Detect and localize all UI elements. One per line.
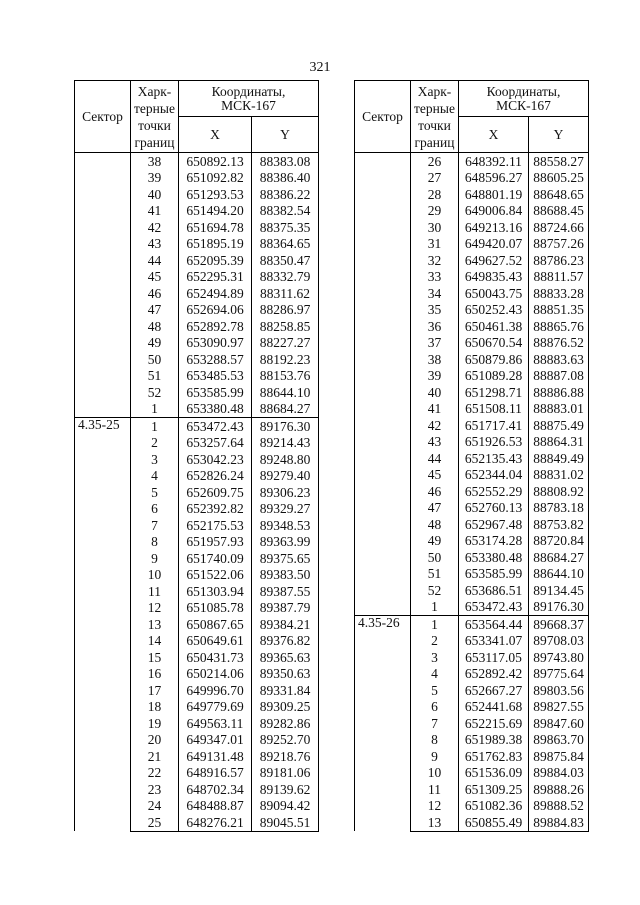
point-cell: 41 xyxy=(131,203,179,220)
y-cell: 88644.10 xyxy=(529,566,589,583)
x-cell: 651082.36 xyxy=(459,798,529,815)
y-cell: 88227.27 xyxy=(252,335,319,352)
x-cell: 649563.11 xyxy=(179,715,252,732)
point-cell: 7 xyxy=(411,715,459,732)
point-cell: 19 xyxy=(131,715,179,732)
y-cell: 88382.54 xyxy=(252,203,319,220)
x-cell: 649347.01 xyxy=(179,732,252,749)
x-cell: 651293.53 xyxy=(179,186,252,203)
x-cell: 651926.53 xyxy=(459,434,529,451)
x-cell: 649627.52 xyxy=(459,252,529,269)
coords-header-line: Координаты, xyxy=(486,84,561,99)
y-cell: 89375.65 xyxy=(252,550,319,567)
x-cell: 652175.53 xyxy=(179,517,252,534)
point-cell: 29 xyxy=(411,203,459,220)
x-cell: 651303.94 xyxy=(179,583,252,600)
x-cell: 651309.25 xyxy=(459,781,529,798)
y-cell: 89387.55 xyxy=(252,583,319,600)
x-cell: 652295.31 xyxy=(179,269,252,286)
y-cell: 88332.79 xyxy=(252,269,319,286)
point-cell: 11 xyxy=(411,781,459,798)
y-cell: 88644.10 xyxy=(252,384,319,401)
point-cell: 45 xyxy=(411,467,459,484)
point-cell: 46 xyxy=(131,285,179,302)
x-cell: 652892.78 xyxy=(179,318,252,335)
y-cell: 89387.79 xyxy=(252,600,319,617)
table-row xyxy=(75,418,319,435)
y-cell: 89279.40 xyxy=(252,468,319,485)
y-cell: 88153.76 xyxy=(252,368,319,385)
point-cell: 38 xyxy=(411,351,459,368)
y-cell: 88258.85 xyxy=(252,318,319,335)
char-points-line: терные xyxy=(134,100,175,116)
point-cell: 43 xyxy=(131,236,179,253)
y-cell: 88383.08 xyxy=(252,153,319,170)
y-cell: 89331.84 xyxy=(252,682,319,699)
y-cell: 88720.84 xyxy=(529,533,589,550)
point-cell: 26 xyxy=(411,153,459,170)
x-cell: 650867.65 xyxy=(179,616,252,633)
x-cell: 651522.06 xyxy=(179,567,252,584)
x-cell: 650670.54 xyxy=(459,335,529,352)
x-cell: 649131.48 xyxy=(179,748,252,765)
x-cell: 648276.21 xyxy=(179,814,252,831)
x-cell: 653042.23 xyxy=(179,451,252,468)
x-cell: 653380.48 xyxy=(459,549,529,566)
point-cell: 23 xyxy=(131,781,179,798)
x-cell: 651298.71 xyxy=(459,384,529,401)
y-cell: 89803.56 xyxy=(529,682,589,699)
point-cell: 2 xyxy=(411,633,459,650)
page-number: 321 xyxy=(309,60,331,75)
point-cell: 25 xyxy=(131,814,179,831)
x-cell: 650879.86 xyxy=(459,351,529,368)
y-header: Y xyxy=(252,117,319,153)
coordinates-table-left xyxy=(74,80,319,832)
y-cell: 88786.23 xyxy=(529,252,589,269)
y-cell: 88849.49 xyxy=(529,450,589,467)
y-cell: 88648.65 xyxy=(529,186,589,203)
x-cell: 652215.69 xyxy=(459,715,529,732)
point-cell: 21 xyxy=(131,748,179,765)
x-cell: 652095.39 xyxy=(179,252,252,269)
point-cell: 36 xyxy=(411,318,459,335)
point-cell: 9 xyxy=(411,748,459,765)
point-cell: 39 xyxy=(411,368,459,385)
x-cell: 652760.13 xyxy=(459,500,529,517)
point-cell: 22 xyxy=(131,765,179,782)
y-cell: 88724.66 xyxy=(529,219,589,236)
x-cell: 653564.44 xyxy=(459,616,529,633)
sector-cell: 4.35-26 xyxy=(355,616,411,832)
char-points-line: точки xyxy=(418,117,451,133)
x-cell: 653174.28 xyxy=(459,533,529,550)
point-cell: 50 xyxy=(411,549,459,566)
y-cell: 88688.45 xyxy=(529,203,589,220)
y-cell: 89176.30 xyxy=(529,599,589,616)
y-cell: 88684.27 xyxy=(529,549,589,566)
y-cell: 89708.03 xyxy=(529,633,589,650)
y-header: Y xyxy=(529,117,589,153)
x-cell: 650649.61 xyxy=(179,633,252,650)
x-cell: 653090.97 xyxy=(179,335,252,352)
point-cell: 40 xyxy=(411,384,459,401)
point-cell: 49 xyxy=(411,533,459,550)
point-cell: 1 xyxy=(411,616,459,633)
y-cell: 88811.57 xyxy=(529,269,589,286)
y-cell: 89218.76 xyxy=(252,748,319,765)
x-cell: 652694.06 xyxy=(179,302,252,319)
y-cell: 89384.21 xyxy=(252,616,319,633)
point-cell: 8 xyxy=(411,732,459,749)
char-points-line: границ xyxy=(134,134,175,150)
point-cell: 11 xyxy=(131,583,179,600)
point-cell: 4 xyxy=(131,468,179,485)
y-cell: 89181.06 xyxy=(252,765,319,782)
x-cell: 652494.89 xyxy=(179,285,252,302)
x-cell: 648702.34 xyxy=(179,781,252,798)
char-points-header xyxy=(411,81,459,153)
y-cell: 88783.18 xyxy=(529,500,589,517)
y-cell: 89863.70 xyxy=(529,732,589,749)
y-cell: 89176.30 xyxy=(252,418,319,435)
x-cell: 652441.68 xyxy=(459,699,529,716)
y-cell: 88831.02 xyxy=(529,467,589,484)
x-cell: 651536.09 xyxy=(459,765,529,782)
y-cell: 88286.97 xyxy=(252,302,319,319)
point-cell: 49 xyxy=(131,335,179,352)
x-cell: 653257.64 xyxy=(179,435,252,452)
point-cell: 44 xyxy=(131,252,179,269)
x-cell: 653472.43 xyxy=(179,418,252,435)
x-cell: 651092.82 xyxy=(179,170,252,187)
point-cell: 43 xyxy=(411,434,459,451)
x-cell: 651089.28 xyxy=(459,368,529,385)
y-cell: 89383.50 xyxy=(252,567,319,584)
point-cell: 15 xyxy=(131,649,179,666)
y-cell: 89888.26 xyxy=(529,781,589,798)
x-cell: 648596.27 xyxy=(459,170,529,187)
point-cell: 3 xyxy=(411,649,459,666)
point-cell: 41 xyxy=(411,401,459,418)
y-cell: 88887.08 xyxy=(529,368,589,385)
coords-header-line: МСК-167 xyxy=(221,97,276,113)
y-cell: 88684.27 xyxy=(252,401,319,418)
x-cell: 652135.43 xyxy=(459,450,529,467)
y-cell: 89376.82 xyxy=(252,633,319,650)
point-cell: 1 xyxy=(411,599,459,616)
point-cell: 34 xyxy=(411,285,459,302)
x-cell: 650043.75 xyxy=(459,285,529,302)
x-cell: 652667.27 xyxy=(459,682,529,699)
y-cell: 88605.25 xyxy=(529,170,589,187)
point-cell: 46 xyxy=(411,483,459,500)
point-cell: 8 xyxy=(131,534,179,551)
point-cell: 42 xyxy=(131,219,179,236)
y-cell: 89668.37 xyxy=(529,616,589,633)
point-cell: 42 xyxy=(411,417,459,434)
x-cell: 653341.07 xyxy=(459,633,529,650)
point-cell: 45 xyxy=(131,269,179,286)
point-cell: 5 xyxy=(411,682,459,699)
x-cell: 652344.04 xyxy=(459,467,529,484)
point-cell: 48 xyxy=(131,318,179,335)
x-cell: 652392.82 xyxy=(179,501,252,518)
x-cell: 652609.75 xyxy=(179,484,252,501)
point-cell: 35 xyxy=(411,302,459,319)
y-cell: 89827.55 xyxy=(529,699,589,716)
y-cell: 88757.26 xyxy=(529,236,589,253)
point-cell: 31 xyxy=(411,236,459,253)
x-cell: 653485.53 xyxy=(179,368,252,385)
point-cell: 5 xyxy=(131,484,179,501)
point-cell: 6 xyxy=(131,501,179,518)
x-cell: 652967.48 xyxy=(459,516,529,533)
point-cell: 2 xyxy=(131,435,179,452)
x-cell: 648392.11 xyxy=(459,153,529,170)
x-cell: 648488.87 xyxy=(179,798,252,815)
x-cell: 650461.38 xyxy=(459,318,529,335)
y-cell: 89875.84 xyxy=(529,748,589,765)
point-cell: 10 xyxy=(131,567,179,584)
point-cell: 48 xyxy=(411,516,459,533)
y-cell: 89775.64 xyxy=(529,666,589,683)
x-cell: 653686.51 xyxy=(459,582,529,599)
y-cell: 88864.31 xyxy=(529,434,589,451)
y-cell: 89139.62 xyxy=(252,781,319,798)
y-cell: 88350.47 xyxy=(252,252,319,269)
y-cell: 89888.52 xyxy=(529,798,589,815)
point-cell: 13 xyxy=(411,814,459,831)
x-cell: 651508.11 xyxy=(459,401,529,418)
y-cell: 88375.35 xyxy=(252,219,319,236)
x-cell: 651717.41 xyxy=(459,417,529,434)
y-cell: 88753.82 xyxy=(529,516,589,533)
char-points-line: Харк- xyxy=(417,83,452,99)
point-cell: 20 xyxy=(131,732,179,749)
x-cell: 653472.43 xyxy=(459,599,529,616)
table-row xyxy=(355,153,589,170)
point-cell: 30 xyxy=(411,219,459,236)
point-cell: 40 xyxy=(131,186,179,203)
y-cell: 89309.25 xyxy=(252,699,319,716)
point-cell: 7 xyxy=(131,517,179,534)
x-cell: 649420.07 xyxy=(459,236,529,253)
y-cell: 88364.65 xyxy=(252,236,319,253)
x-cell: 650252.43 xyxy=(459,302,529,319)
x-cell: 649835.43 xyxy=(459,269,529,286)
y-cell: 89365.63 xyxy=(252,649,319,666)
x-cell: 648801.19 xyxy=(459,186,529,203)
point-cell: 52 xyxy=(131,384,179,401)
point-cell: 50 xyxy=(131,351,179,368)
point-cell: 12 xyxy=(411,798,459,815)
char-points-header xyxy=(131,81,179,153)
y-cell: 89350.63 xyxy=(252,666,319,683)
y-cell: 89134.45 xyxy=(529,582,589,599)
x-cell: 650431.73 xyxy=(179,649,252,666)
point-cell: 1 xyxy=(131,418,179,435)
point-cell: 24 xyxy=(131,798,179,815)
y-cell: 88386.22 xyxy=(252,186,319,203)
x-cell: 650855.49 xyxy=(459,814,529,831)
y-cell: 88311.62 xyxy=(252,285,319,302)
y-cell: 89847.60 xyxy=(529,715,589,732)
x-cell: 653585.99 xyxy=(459,566,529,583)
coords-header-line: Координаты, xyxy=(211,84,286,99)
y-cell: 89248.80 xyxy=(252,451,319,468)
x-header: X xyxy=(179,117,252,153)
point-cell: 1 xyxy=(131,401,179,418)
y-cell: 88865.76 xyxy=(529,318,589,335)
point-cell: 28 xyxy=(411,186,459,203)
char-points-line: Харк- xyxy=(137,83,172,99)
sector-cell xyxy=(75,153,131,418)
x-cell: 651694.78 xyxy=(179,219,252,236)
y-cell: 88833.28 xyxy=(529,285,589,302)
coords-header xyxy=(459,81,589,117)
char-points-line: точки xyxy=(138,117,171,133)
x-cell: 650892.13 xyxy=(179,153,252,170)
point-cell: 52 xyxy=(411,582,459,599)
x-cell: 653585.99 xyxy=(179,384,252,401)
y-cell: 88851.35 xyxy=(529,302,589,319)
x-cell: 651957.93 xyxy=(179,534,252,551)
char-points-line: границ xyxy=(414,134,455,150)
x-cell: 650214.06 xyxy=(179,666,252,683)
table-row xyxy=(75,153,319,170)
x-cell: 652552.29 xyxy=(459,483,529,500)
coordinates-table-right xyxy=(354,80,589,832)
y-cell: 88875.49 xyxy=(529,417,589,434)
x-cell: 651762.83 xyxy=(459,748,529,765)
point-cell: 33 xyxy=(411,269,459,286)
y-cell: 89348.53 xyxy=(252,517,319,534)
y-cell: 89094.42 xyxy=(252,798,319,815)
x-header: X xyxy=(459,117,529,153)
x-cell: 653288.57 xyxy=(179,351,252,368)
y-cell: 89252.70 xyxy=(252,732,319,749)
x-cell: 651494.20 xyxy=(179,203,252,220)
point-cell: 51 xyxy=(411,566,459,583)
sector-cell xyxy=(355,153,411,616)
point-cell: 51 xyxy=(131,368,179,385)
point-cell: 37 xyxy=(411,335,459,352)
x-cell: 651895.19 xyxy=(179,236,252,253)
point-cell: 10 xyxy=(411,765,459,782)
y-cell: 89329.27 xyxy=(252,501,319,518)
point-cell: 16 xyxy=(131,666,179,683)
x-cell: 652826.24 xyxy=(179,468,252,485)
char-points-line: терные xyxy=(414,100,455,116)
y-cell: 89045.51 xyxy=(252,814,319,831)
x-cell: 651740.09 xyxy=(179,550,252,567)
point-cell: 6 xyxy=(411,699,459,716)
sector-cell: 4.35-25 xyxy=(75,418,131,832)
point-cell: 9 xyxy=(131,550,179,567)
coords-header xyxy=(179,81,319,117)
x-cell: 651989.38 xyxy=(459,732,529,749)
point-cell: 27 xyxy=(411,170,459,187)
x-cell: 649213.16 xyxy=(459,219,529,236)
point-cell: 44 xyxy=(411,450,459,467)
y-cell: 89884.03 xyxy=(529,765,589,782)
point-cell: 18 xyxy=(131,699,179,716)
y-cell: 89214.43 xyxy=(252,435,319,452)
point-cell: 17 xyxy=(131,682,179,699)
point-cell: 39 xyxy=(131,170,179,187)
y-cell: 89363.99 xyxy=(252,534,319,551)
x-cell: 649996.70 xyxy=(179,682,252,699)
sector-header: Сектор xyxy=(355,81,411,153)
x-cell: 652892.42 xyxy=(459,666,529,683)
y-cell: 88808.92 xyxy=(529,483,589,500)
point-cell: 47 xyxy=(131,302,179,319)
x-cell: 649006.84 xyxy=(459,203,529,220)
point-cell: 38 xyxy=(131,153,179,170)
y-cell: 88386.40 xyxy=(252,170,319,187)
y-cell: 88192.23 xyxy=(252,351,319,368)
y-cell: 89743.80 xyxy=(529,649,589,666)
point-cell: 3 xyxy=(131,451,179,468)
point-cell: 32 xyxy=(411,252,459,269)
sector-header: Сектор xyxy=(75,81,131,153)
y-cell: 89282.86 xyxy=(252,715,319,732)
y-cell: 88876.52 xyxy=(529,335,589,352)
point-cell: 12 xyxy=(131,600,179,617)
y-cell: 89884.83 xyxy=(529,814,589,831)
y-cell: 88886.88 xyxy=(529,384,589,401)
y-cell: 88558.27 xyxy=(529,153,589,170)
coords-header-line: МСК-167 xyxy=(496,97,551,113)
table-row xyxy=(355,616,589,633)
point-cell: 4 xyxy=(411,666,459,683)
x-cell: 651085.78 xyxy=(179,600,252,617)
x-cell: 653380.48 xyxy=(179,401,252,418)
x-cell: 653117.05 xyxy=(459,649,529,666)
point-cell: 13 xyxy=(131,616,179,633)
y-cell: 89306.23 xyxy=(252,484,319,501)
point-cell: 14 xyxy=(131,633,179,650)
point-cell: 47 xyxy=(411,500,459,517)
x-cell: 649779.69 xyxy=(179,699,252,716)
y-cell: 88883.63 xyxy=(529,351,589,368)
x-cell: 648916.57 xyxy=(179,765,252,782)
y-cell: 88883.01 xyxy=(529,401,589,418)
